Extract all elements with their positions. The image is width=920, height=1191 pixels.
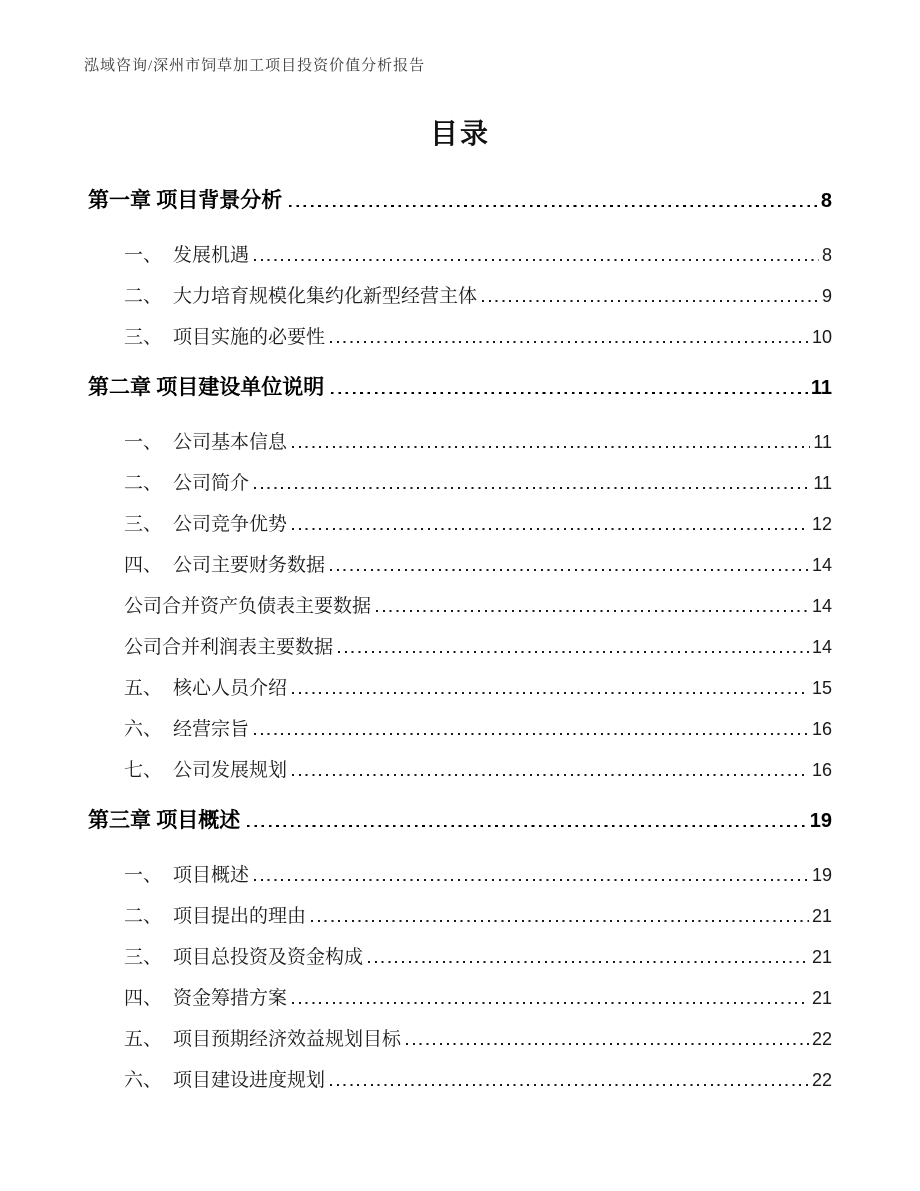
toc-entry-number: 四、 — [124, 988, 163, 1009]
toc-entry-label: 公司发展规划 — [173, 760, 288, 781]
toc-entry-label: 第一章 项目背景分析 — [88, 188, 283, 212]
toc-entry-page: 19 — [811, 865, 832, 885]
toc-entry-number: 三、 — [124, 327, 163, 348]
dot-leader — [292, 446, 810, 448]
toc-item-entry[interactable] — [88, 896, 832, 937]
toc-item-entry[interactable] — [88, 463, 832, 504]
toc-item-entry[interactable] — [88, 855, 832, 896]
dot-leader — [330, 341, 809, 343]
toc-entry-number: 三、 — [124, 514, 163, 535]
toc-item-entry[interactable] — [88, 317, 832, 358]
dot-leader — [292, 774, 809, 776]
toc-entry-label: 核心人员介绍 — [173, 678, 288, 699]
toc-entry-page: 14 — [811, 555, 832, 575]
toc-entry-page: 11 — [810, 377, 832, 399]
dot-leader — [254, 879, 809, 881]
page-title: 目录 — [429, 119, 490, 150]
toc-chapter-entry[interactable] — [88, 179, 832, 222]
dot-leader — [254, 487, 810, 489]
toc-entry-label: 项目建设进度规划 — [173, 1070, 326, 1091]
toc-entry-page: 10 — [811, 327, 832, 347]
toc-entry-page: 11 — [813, 432, 832, 452]
toc-entry-page: 21 — [811, 988, 832, 1008]
toc-entry-label: 经营宗旨 — [173, 719, 250, 740]
toc-entry-page: 15 — [811, 678, 832, 698]
toc-item-entry[interactable] — [88, 1060, 832, 1101]
toc-entry-number: 七、 — [124, 760, 163, 781]
toc-entry-label: 公司主要财务数据 — [173, 555, 326, 576]
toc-item-entry[interactable] — [88, 750, 832, 791]
dot-leader — [254, 733, 809, 735]
header-text: 泓域咨询/深州市饲草加工项目投资价值分析报告 — [84, 58, 426, 74]
toc-entry-number: 六、 — [124, 1070, 163, 1091]
toc-entry-label: 第三章 项目概述 — [88, 808, 241, 832]
toc-item-entry[interactable] — [88, 504, 832, 545]
toc-entry-number: 二、 — [124, 473, 163, 494]
dot-leader — [254, 259, 819, 261]
toc-item-entry[interactable] — [88, 937, 832, 978]
toc-entry-page: 16 — [811, 760, 832, 780]
toc-entry-page: 11 — [813, 473, 832, 493]
toc-entry-page: 21 — [811, 947, 832, 967]
toc-entry-number: 一、 — [124, 865, 163, 886]
dot-leader — [292, 1002, 809, 1004]
document-header — [84, 55, 920, 77]
toc-entry-number: 四、 — [124, 555, 163, 576]
toc-entry-label: 项目提出的理由 — [173, 906, 307, 927]
toc-item-entry[interactable] — [88, 545, 832, 586]
toc-entry-label: 公司简介 — [173, 473, 250, 494]
toc-entry-label: 发展机遇 — [173, 245, 250, 266]
toc-entry-page: 16 — [811, 719, 832, 739]
toc-entry-label: 公司基本信息 — [173, 432, 288, 453]
dot-leader — [292, 528, 809, 530]
toc-entry-label: 公司合并资产负债表主要数据 — [124, 596, 372, 617]
toc-chapter-entry[interactable] — [88, 799, 832, 842]
toc-entry-label: 项目预期经济效益规划目标 — [173, 1029, 402, 1050]
toc-entry-number: 二、 — [124, 286, 163, 307]
toc-entry-page: 8 — [821, 245, 832, 265]
toc-item-entry[interactable] — [88, 709, 832, 750]
toc-list — [0, 179, 920, 1101]
dot-leader — [289, 205, 818, 208]
toc-entry-page: 21 — [811, 906, 832, 926]
toc-item-entry[interactable] — [88, 276, 832, 317]
toc-entry-label: 大力培育规模化集约化新型经营主体 — [173, 286, 478, 307]
toc-entry-number: 六、 — [124, 719, 163, 740]
toc-entry-page: 14 — [811, 596, 832, 616]
toc-entry-number: 五、 — [124, 678, 163, 699]
toc-entry-number: 一、 — [124, 245, 163, 266]
dot-leader — [330, 569, 809, 571]
dot-leader — [376, 610, 809, 612]
toc-entry-number: 五、 — [124, 1029, 163, 1050]
dot-leader — [311, 920, 809, 922]
toc-entry-page: 12 — [811, 514, 832, 534]
toc-item-entry[interactable] — [88, 1019, 832, 1060]
dot-leader — [368, 961, 809, 963]
toc-item-entry[interactable] — [88, 235, 832, 276]
toc-entry-label: 公司竞争优势 — [173, 514, 288, 535]
toc-entry-page: 14 — [811, 637, 832, 657]
toc-entry-number: 二、 — [124, 906, 163, 927]
dot-leader — [338, 651, 809, 653]
toc-entry-page: 9 — [821, 286, 832, 306]
toc-entry-page: 22 — [811, 1029, 832, 1049]
dot-leader — [331, 392, 808, 395]
toc-item-entry[interactable] — [88, 586, 832, 627]
toc-item-entry[interactable] — [88, 668, 832, 709]
toc-entry-page: 8 — [820, 190, 832, 212]
toc-item-entry[interactable] — [88, 978, 832, 1019]
dot-leader — [247, 825, 807, 828]
toc-entry-label: 项目总投资及资金构成 — [173, 947, 364, 968]
toc-entry-label: 公司合并利润表主要数据 — [124, 637, 334, 658]
toc-entry-label: 第二章 项目建设单位说明 — [88, 375, 325, 399]
toc-item-entry[interactable] — [88, 627, 832, 668]
toc-entry-page: 22 — [811, 1070, 832, 1090]
toc-item-entry[interactable] — [88, 422, 832, 463]
dot-leader — [482, 300, 819, 302]
toc-chapter-entry[interactable] — [88, 366, 832, 409]
toc-entry-label: 资金筹措方案 — [173, 988, 288, 1009]
toc-entry-label: 项目概述 — [173, 865, 250, 886]
toc-entry-number: 一、 — [124, 432, 163, 453]
toc-entry-number: 三、 — [124, 947, 163, 968]
toc-entry-label: 项目实施的必要性 — [173, 327, 326, 348]
toc-entry-page: 19 — [809, 810, 832, 832]
dot-leader — [406, 1043, 809, 1045]
dot-leader — [330, 1084, 809, 1086]
dot-leader — [292, 692, 809, 694]
